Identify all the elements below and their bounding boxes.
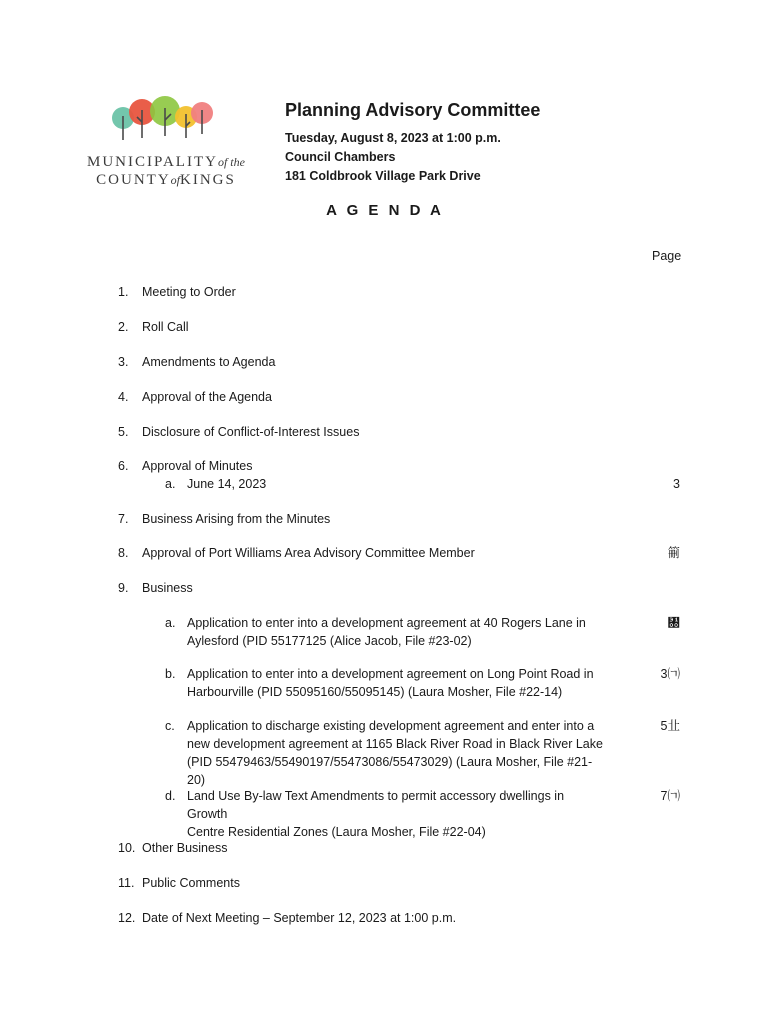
page-title: Planning Advisory Committee [285,100,541,120]
business-subitem: c. Application to discharge existing development agreement and enter into a new development agreement at 1165 Black River Road in Black River Lake (PID 55479463/55490197/55473086/55473029) (Laura Mosher, File #21-20) [165,719,603,787]
page-column-label: Page [652,249,682,263]
logo-line-1: MUNICIPALITYof the [87,154,245,170]
agenda-item: 8. Approval of Port Williams Area Advisory Committee Member [118,546,475,560]
page-number: 5㐀 [660,719,680,733]
agenda-item: 2. Roll Call [118,320,189,334]
agenda-item: 12. Date of Next Meeting – September 12, 2023 at 1:00 p.m. [118,911,457,925]
business-subitem: d. Land Use By-law Text Amendments to permit accessory dwellings in Growth Centre Residential Zones (Laura Mosher, File #22-04) [165,789,565,839]
agenda-heading: A G E N D A [326,202,444,219]
agenda-item: 6. Approval of Minutes [118,459,253,473]
meeting-header [285,100,540,186]
meeting-date: Tuesday, August 8, 2023 at 1:00 p.m. [285,131,501,145]
meeting-location: Council Chambers [285,150,396,164]
agenda-item: 11. Public Comments [118,876,240,890]
business-subitem: b. Application to enter into a development agreement on Long Point Road in Harbourville (PID 55095160/55095145) (Laura Mosher, File #22-14) [165,667,594,699]
business-subitem: a. Application to enter into a development agreement at 40 Rogers Lane in Aylesford (PID 55177125 (Alice Jacob, File #23-02) [165,616,586,648]
agenda-item: 4. Approval of the Agenda [118,390,272,404]
agenda-item: 10. Other Business [118,841,228,855]
page-number: 3㈀ [660,667,680,681]
agenda-item: 3. Amendments to Agenda [118,355,276,369]
agenda-item: 5. Disclosure of Conflict-of-Interest Issues [118,425,360,439]
agenda-item: 1. Meeting to Order [118,285,236,299]
agenda-item: 7. Business Arising from the Minutes [118,512,331,526]
meeting-address: 181 Coldbrook Village Park Drive [285,169,481,183]
municipality-logo [76,92,256,192]
agenda-item: 9. Business [118,581,193,595]
logo-line-2: COUNTYofKINGS [96,172,236,188]
page-number: 3 [673,477,680,491]
page-number: 7㈀ [660,789,680,803]
trees-logo-icon [76,92,256,152]
agenda-subitem: a. June 14, 2023 [165,477,267,491]
page-number: ㄀ [667,616,680,630]
page-number: 䈀 [667,546,680,560]
